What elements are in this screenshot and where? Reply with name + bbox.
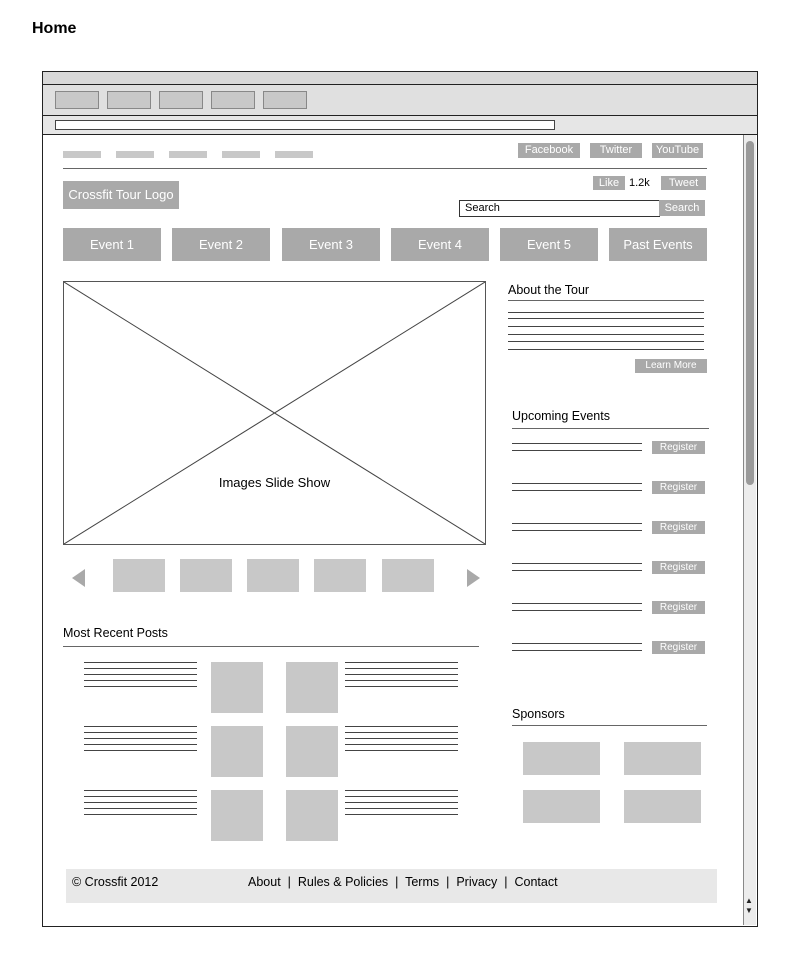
footer-separator: |: [284, 875, 295, 889]
image-placeholder-icon: [64, 282, 485, 544]
toolbar-button-3[interactable]: [159, 91, 203, 109]
browser-toolbar: [43, 85, 757, 116]
about-divider: [508, 300, 704, 301]
search-button[interactable]: Search: [659, 200, 705, 216]
image-slideshow[interactable]: [63, 281, 486, 545]
site-logo[interactable]: Crossfit Tour Logo: [63, 181, 179, 209]
slideshow-label: Images Slide Show: [218, 475, 331, 490]
footer-separator: |: [500, 875, 511, 889]
sponsors-heading: Sponsors: [512, 707, 565, 721]
tab-event-2[interactable]: Event 2: [172, 228, 270, 261]
slide-thumbnail[interactable]: [382, 559, 434, 592]
post-thumbnail[interactable]: [286, 726, 338, 777]
slide-thumbnail[interactable]: [180, 559, 232, 592]
youtube-button[interactable]: YouTube: [652, 143, 703, 158]
toolbar-button-4[interactable]: [211, 91, 255, 109]
upcoming-events-heading: Upcoming Events: [512, 409, 610, 423]
footer-links: [248, 875, 558, 889]
recent-posts-heading: Most Recent Posts: [63, 626, 168, 640]
facebook-button[interactable]: Facebook: [518, 143, 580, 158]
footer-link-terms[interactable]: Terms: [405, 875, 440, 889]
tab-event-5[interactable]: Event 5: [500, 228, 598, 261]
footer-separator: |: [442, 875, 453, 889]
sponsor-logo[interactable]: [523, 742, 600, 775]
like-count: 1.2k: [629, 177, 650, 189]
register-button[interactable]: Register: [652, 441, 705, 454]
slide-thumbnail[interactable]: [314, 559, 366, 592]
like-button[interactable]: Like: [593, 176, 625, 190]
left-arrow-icon[interactable]: [72, 569, 86, 587]
post-thumbnail[interactable]: [211, 726, 263, 777]
header-divider: [63, 168, 707, 169]
recent-posts-divider: [63, 646, 479, 647]
top-nav-item-2[interactable]: [116, 151, 154, 158]
toolbar-button-5[interactable]: [263, 91, 307, 109]
learn-more-button[interactable]: Learn More: [635, 359, 707, 373]
post-thumbnail[interactable]: [286, 662, 338, 713]
toolbar-button-2[interactable]: [107, 91, 151, 109]
address-bar-row: [43, 116, 757, 135]
scrollbar-thumb[interactable]: [746, 141, 754, 485]
tab-event-4[interactable]: Event 4: [391, 228, 489, 261]
register-button[interactable]: Register: [652, 641, 705, 654]
window-titlebar: [43, 72, 757, 85]
register-button[interactable]: Register: [652, 561, 705, 574]
right-arrow-icon[interactable]: [466, 569, 480, 587]
post-thumbnail[interactable]: [211, 790, 263, 841]
slide-thumbnail[interactable]: [113, 559, 165, 592]
twitter-button[interactable]: Twitter: [590, 143, 642, 158]
top-nav-item-1[interactable]: [63, 151, 101, 158]
tab-past-events[interactable]: Past Events: [609, 228, 707, 261]
sponsor-logo[interactable]: [523, 790, 600, 823]
register-button[interactable]: Register: [652, 481, 705, 494]
address-bar[interactable]: [55, 120, 555, 130]
top-nav-item-5[interactable]: [275, 151, 313, 158]
scrollbar[interactable]: [743, 135, 756, 925]
toolbar-button-1[interactable]: [55, 91, 99, 109]
post-thumbnail[interactable]: [286, 790, 338, 841]
post-thumbnail[interactable]: [211, 662, 263, 713]
register-button[interactable]: Register: [652, 601, 705, 614]
sponsor-logo[interactable]: [624, 790, 701, 823]
scroll-down-icon[interactable]: ▼: [745, 906, 753, 915]
footer-link-contact[interactable]: Contact: [514, 875, 558, 889]
page-title: Home: [32, 20, 77, 37]
footer-link-rules[interactable]: Rules & Policies: [297, 875, 389, 889]
search-input[interactable]: Search: [459, 200, 660, 217]
footer-separator: |: [391, 875, 402, 889]
sponsors-divider: [512, 725, 707, 726]
top-nav-item-3[interactable]: [169, 151, 207, 158]
tab-event-1[interactable]: Event 1: [63, 228, 161, 261]
register-button[interactable]: Register: [652, 521, 705, 534]
about-heading: About the Tour: [508, 283, 590, 297]
upcoming-divider: [512, 428, 709, 429]
footer-link-about[interactable]: About: [248, 875, 281, 889]
slide-thumbnail[interactable]: [247, 559, 299, 592]
tweet-button[interactable]: Tweet: [661, 176, 706, 190]
footer-link-privacy[interactable]: Privacy: [456, 875, 498, 889]
scroll-up-icon[interactable]: ▲: [745, 896, 753, 905]
sponsor-logo[interactable]: [624, 742, 701, 775]
tab-event-3[interactable]: Event 3: [282, 228, 380, 261]
top-nav-item-4[interactable]: [222, 151, 260, 158]
footer-copyright: © Crossfit 2012: [72, 875, 159, 889]
